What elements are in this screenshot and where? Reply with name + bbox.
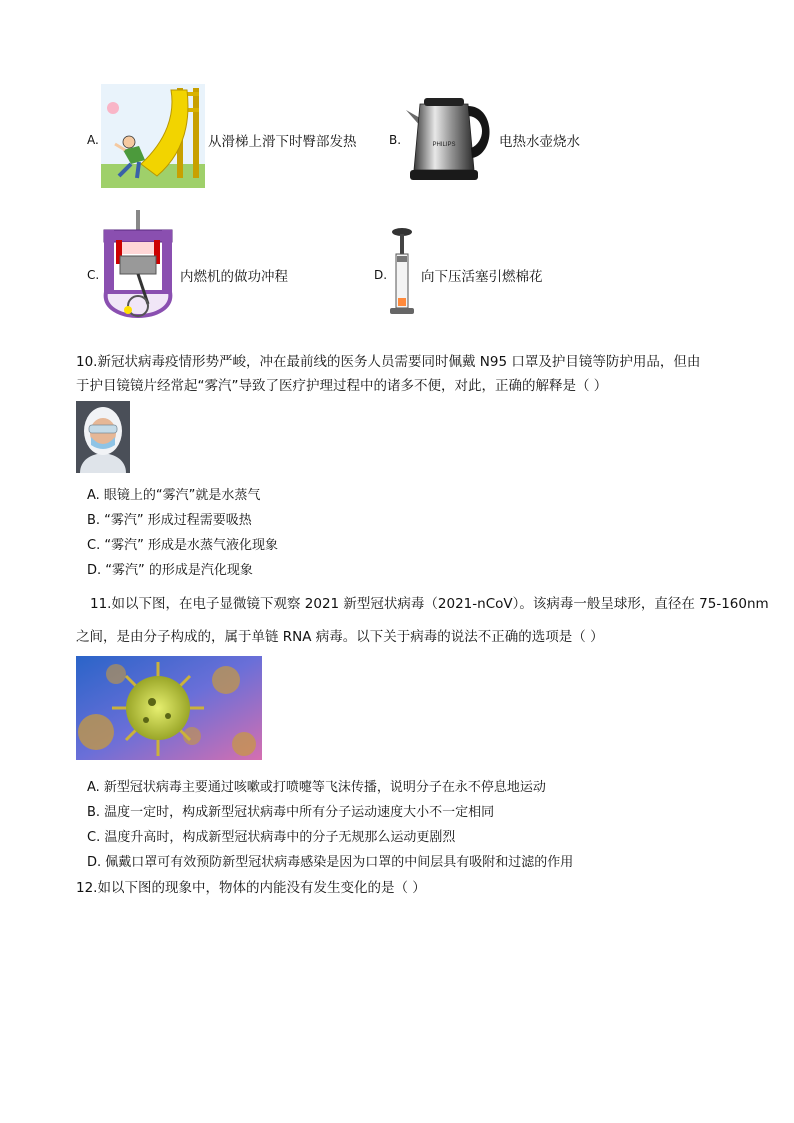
electric-kettle-image [404,92,496,184]
option-d-letter: D. [374,268,388,282]
coronavirus-image [76,656,262,760]
engine-stroke-image [98,210,178,332]
q11-choice-b: B. 温度一定时，构成新型冠状病毒中所有分子运动速度大小不一定相同 [87,805,495,820]
q11-line1: 11.如以下图，在电子显微镜下观察 2021 新型冠状病毒（2021-nCoV）。该病毒一般呈球形，直径在 75-160nm [90,596,769,612]
q10-line1: 10.新冠状病毒疫情形势严峻，冲在最前线的医务人员需要同时佩戴 N95 口罩及护目镜等防护用品，但由 [76,354,701,370]
option-b-letter: B. [389,133,402,147]
q10-choice-a: A. 眼镜上的“雾汽”就是水蒸气 [87,488,261,503]
q10-choice-b: B. “雾汽” 形成过程需要吸热 [87,513,252,528]
option-c-text: 内燃机的做功冲程 [180,269,288,285]
q10-line2: 于护目镜镜片经常起“雾汽”导致了医疗护理过程中的诸多不便，对此，正确的解释是（ ） [76,378,608,394]
option-b-text: 电热水壶烧水 [499,134,580,150]
piston-cotton-image [388,226,416,318]
kettle-brand-label: PHILIPS [432,142,456,148]
option-a-letter: A. [87,133,99,147]
q11-choice-a: A. 新型冠状病毒主要通过咳嗽或打喷嚏等飞沫传播，说明分子在永不停息地运动 [87,780,546,795]
q10-choice-c: C. “雾汽” 形成是水蒸气液化现象 [87,538,278,553]
option-d-text: 向下压活塞引燃棉花 [421,269,543,285]
q12-line1: 12.如以下图的现象中，物体的内能没有发生变化的是（ ） [76,880,426,896]
q11-line2: 之间，是由分子构成的，属于单链 RNA 病毒。以下关于病毒的说法不正确的选项是（ ） [76,629,604,645]
slide-image [101,84,205,188]
option-c-letter: C. [87,268,100,282]
q11-choice-d: D. 佩戴口罩可有效预防新型冠状病毒感染是因为口罩的中间层具有吸附和过滤的作用 [87,855,574,870]
medical-worker-photo [76,401,130,473]
option-a-text: 从滑梯上滑下时臀部发热 [208,134,357,150]
q10-choice-d: D. “雾汽” 的形成是汽化现象 [87,563,253,578]
q11-choice-c: C. 温度升高时，构成新型冠状病毒中的分子无规那么运动更剧烈 [87,830,456,845]
